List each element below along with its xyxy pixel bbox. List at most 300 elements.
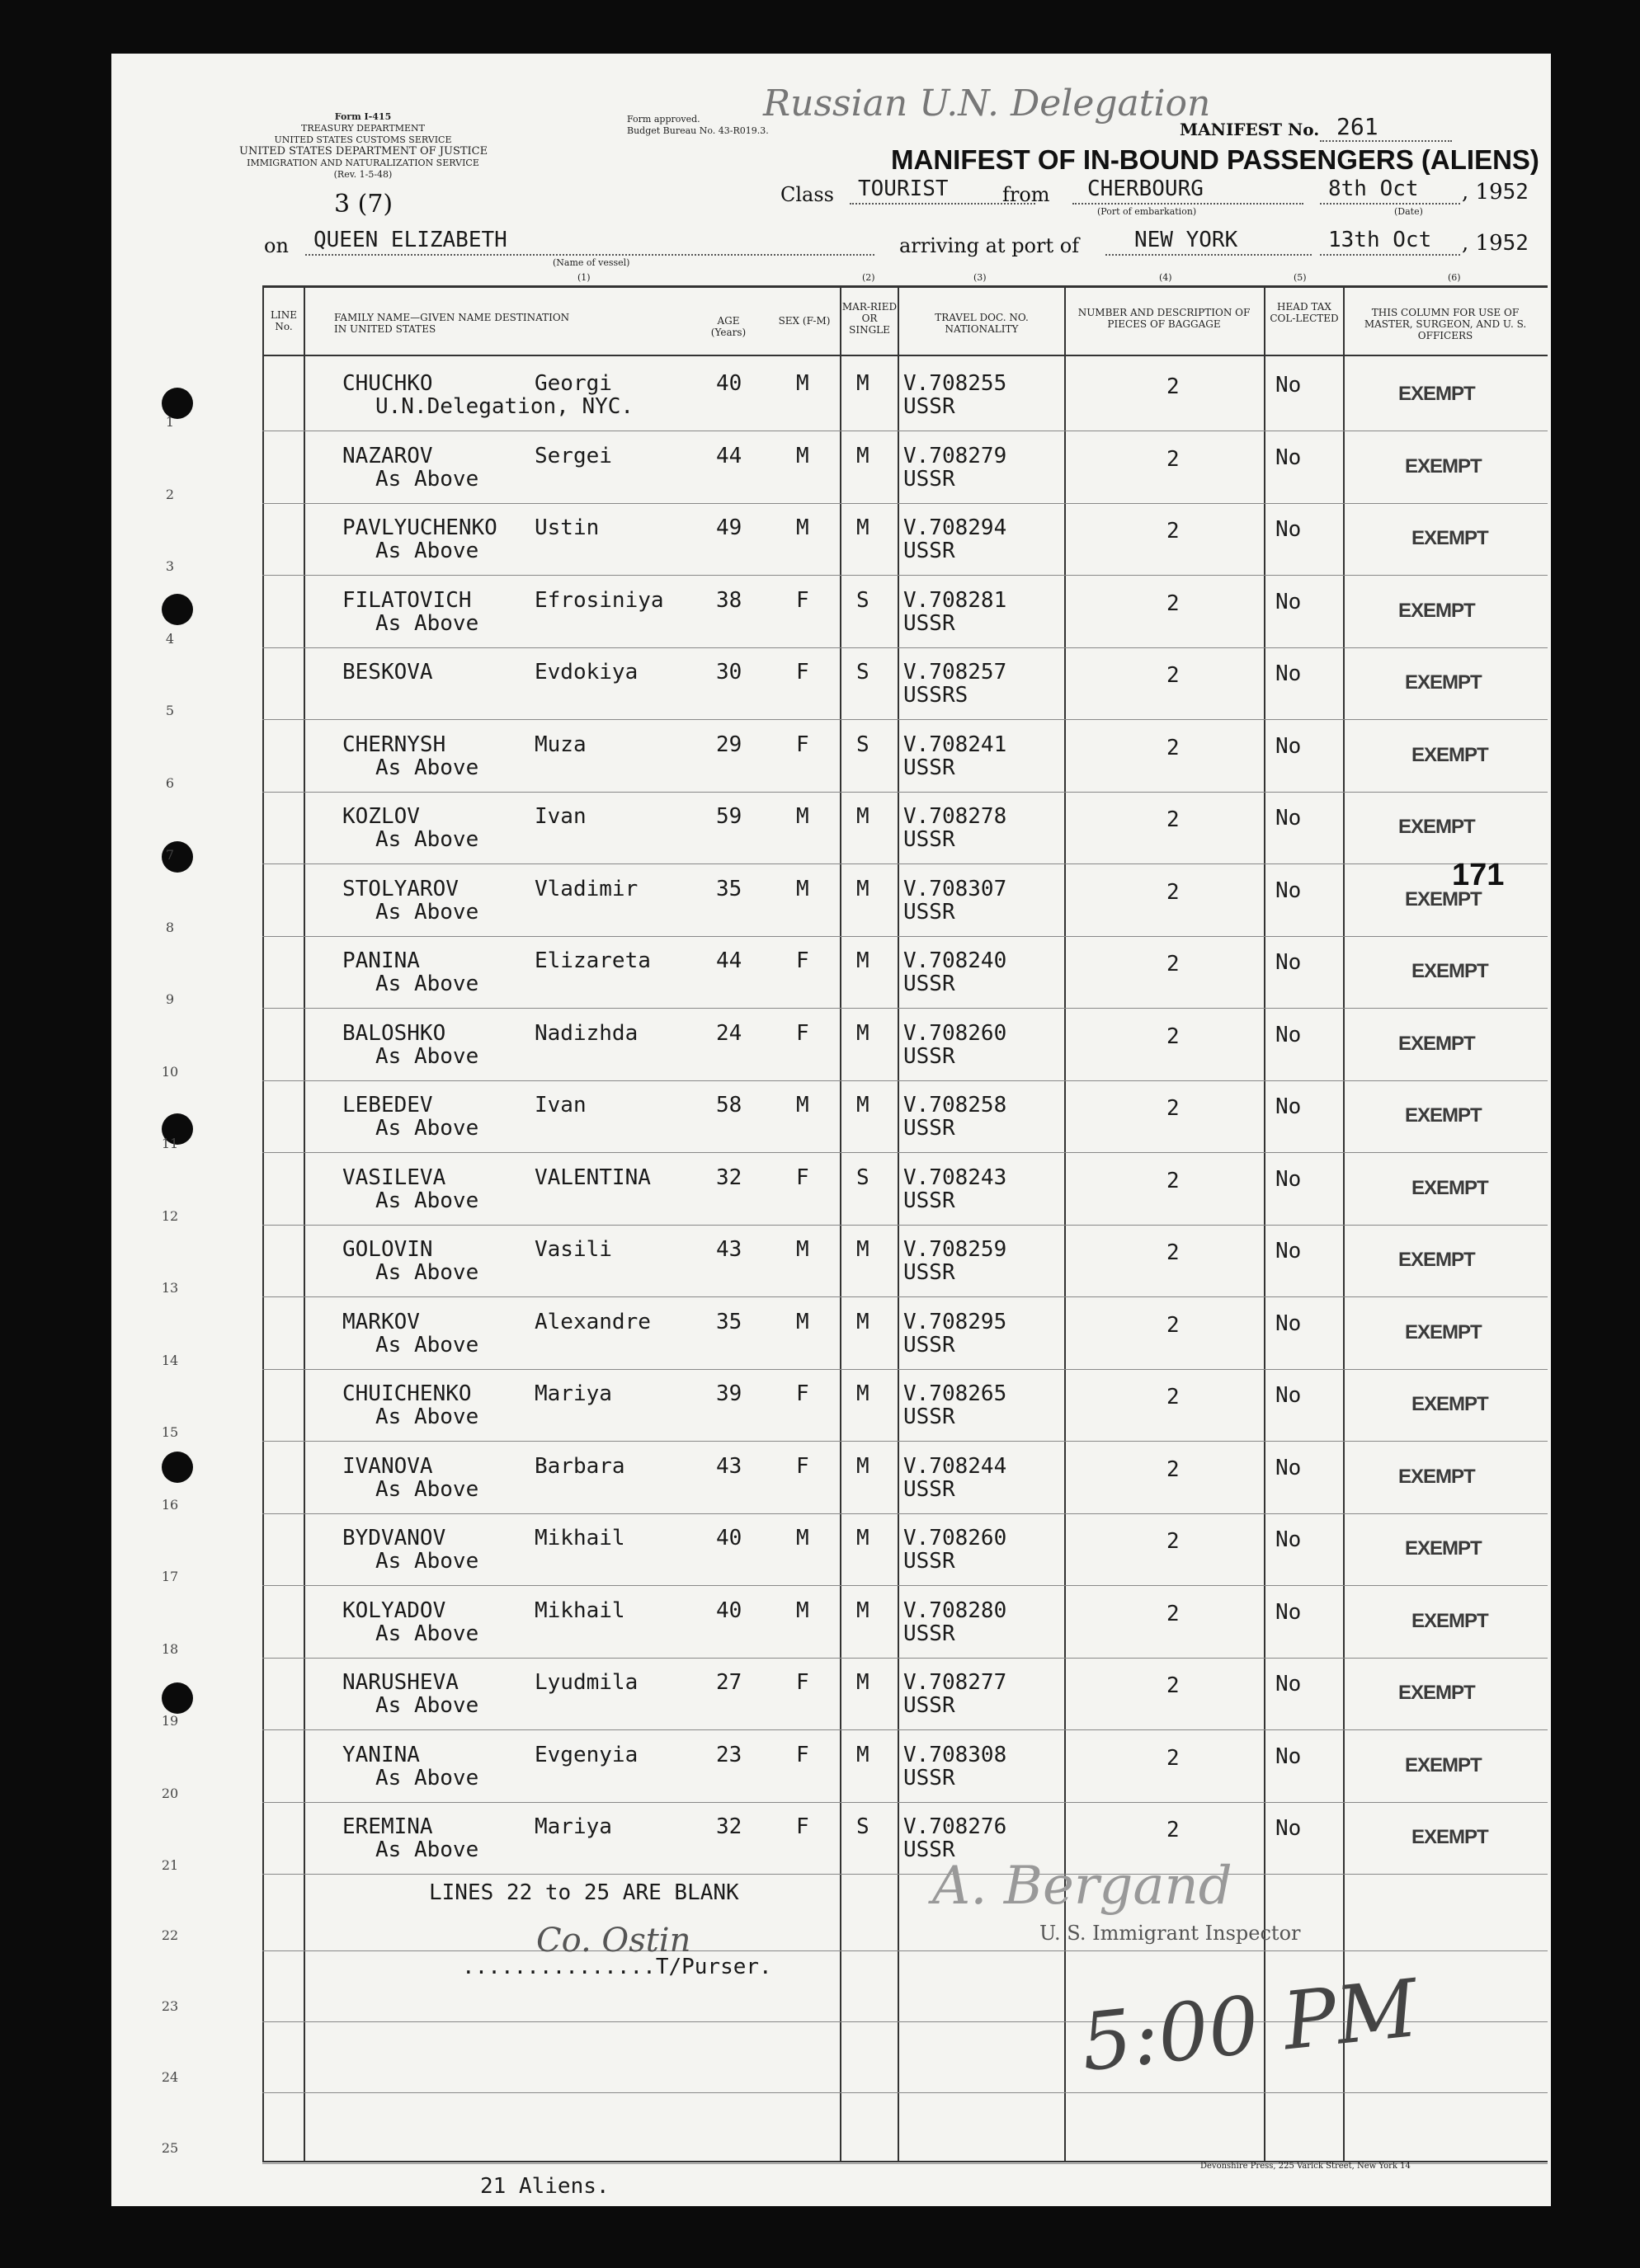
sex: F bbox=[796, 660, 809, 685]
line-number: 18 bbox=[161, 1641, 179, 1657]
customs-service: UNITED STATES CUSTOMS SERVICE bbox=[274, 134, 452, 145]
head-tax: No bbox=[1275, 950, 1302, 975]
sex: M bbox=[796, 444, 809, 468]
col-header-officers: THIS COLUMN FOR USE OF MASTER, SURGEON, AND U. S. OFFICERS bbox=[1364, 307, 1527, 341]
age: 35 bbox=[716, 1310, 742, 1334]
departure-year bbox=[1462, 180, 1529, 205]
sex: F bbox=[796, 732, 809, 757]
departure-date: 8th Oct bbox=[1328, 176, 1419, 201]
family-name: CHUICHENKO bbox=[342, 1381, 472, 1406]
marital-status: M bbox=[856, 804, 869, 829]
line-number: 15 bbox=[161, 1424, 179, 1440]
year-prefix: , 19 bbox=[1462, 180, 1503, 205]
manifest-title: MANIFEST OF IN-BOUND PASSENGERS (ALIENS) bbox=[891, 144, 1539, 175]
side-count: 171 bbox=[1452, 858, 1505, 892]
destination: As Above bbox=[375, 1405, 479, 1429]
col-num: (1) bbox=[577, 272, 591, 283]
nationality: USSR bbox=[903, 827, 955, 852]
destination: As Above bbox=[375, 611, 479, 636]
embark-caption: (Port of embarkation) bbox=[1097, 206, 1197, 217]
sex: M bbox=[796, 1093, 809, 1118]
family-name: VASILEVA bbox=[342, 1165, 446, 1190]
exempt-stamp: EXEMPT bbox=[1405, 888, 1482, 910]
destination: As Above bbox=[375, 1766, 479, 1790]
head-tax: No bbox=[1275, 1456, 1302, 1480]
travel-doc-number: V.708279 bbox=[903, 444, 1007, 468]
age: 29 bbox=[716, 732, 742, 757]
row-divider bbox=[262, 863, 1548, 864]
baggage-count: 2 bbox=[1166, 1024, 1180, 1049]
nationality: USSR bbox=[903, 1116, 955, 1141]
baggage-count: 2 bbox=[1166, 1746, 1180, 1771]
given-name: Efrosiniya bbox=[535, 588, 664, 613]
row-divider bbox=[262, 1585, 1548, 1586]
row-divider bbox=[262, 1008, 1548, 1009]
line-number: 10 bbox=[161, 1064, 179, 1080]
exempt-stamp: EXEMPT bbox=[1405, 1321, 1482, 1343]
head-tax: No bbox=[1275, 878, 1302, 903]
marital-status: M bbox=[856, 371, 869, 396]
marital-status: M bbox=[856, 1093, 869, 1118]
head-tax: No bbox=[1275, 1744, 1302, 1769]
marital-status: M bbox=[856, 1526, 869, 1550]
nationality: USSR bbox=[903, 1621, 955, 1646]
given-name: Muza bbox=[535, 732, 587, 757]
sex: M bbox=[796, 1237, 809, 1262]
given-name: Barbara bbox=[535, 1454, 625, 1479]
baggage-count: 2 bbox=[1166, 736, 1180, 760]
col-header-married: MAR-RIED OR SINGLE bbox=[841, 301, 898, 336]
given-name: Elizareta bbox=[535, 948, 651, 973]
exempt-stamp: EXEMPT bbox=[1411, 960, 1488, 982]
head-tax: No bbox=[1275, 445, 1302, 470]
destination: As Above bbox=[375, 1116, 479, 1141]
col-header-head-tax: HEAD TAX COL-LECTED bbox=[1270, 301, 1339, 324]
printer-imprint: Devonshire Press, 225 Varick Street, New York 14 bbox=[1200, 2162, 1411, 2171]
exempt-stamp: EXEMPT bbox=[1411, 1610, 1488, 1632]
travel-doc-number: V.708258 bbox=[903, 1093, 1007, 1118]
travel-doc-number: V.708257 bbox=[903, 660, 1007, 685]
purser-label: T/Purser. bbox=[655, 1955, 772, 1979]
line-number: 11 bbox=[161, 1136, 179, 1151]
given-name: Sergei bbox=[535, 444, 612, 468]
age: 23 bbox=[716, 1743, 742, 1767]
age: 43 bbox=[716, 1454, 742, 1479]
age: 40 bbox=[716, 1526, 742, 1550]
inspector-signature: A. Bergand bbox=[932, 1856, 1232, 1917]
family-name: CHERNYSH bbox=[342, 732, 446, 757]
destination: As Above bbox=[375, 539, 479, 563]
sex: M bbox=[796, 804, 809, 829]
row-divider bbox=[262, 1513, 1548, 1514]
family-name: LEBEDEV bbox=[342, 1093, 433, 1118]
head-tax: No bbox=[1275, 590, 1302, 614]
sex: M bbox=[796, 371, 809, 396]
marital-status: S bbox=[856, 588, 869, 613]
destination: As Above bbox=[375, 1837, 479, 1862]
travel-doc-number: V.708277 bbox=[903, 1670, 1007, 1695]
age: 44 bbox=[716, 948, 742, 973]
family-name: EREMINA bbox=[342, 1814, 433, 1839]
class-value: TOURIST bbox=[858, 176, 949, 201]
given-name: Evgenyia bbox=[535, 1743, 639, 1767]
year-suffix: 52 bbox=[1502, 231, 1529, 256]
marital-status: M bbox=[856, 1598, 869, 1623]
line-number: 24 bbox=[161, 2069, 179, 2085]
line-number: 2 bbox=[165, 487, 175, 502]
exempt-stamp: EXEMPT bbox=[1411, 527, 1488, 549]
col-header-sex: SEX (F-M) bbox=[778, 315, 831, 327]
head-tax: No bbox=[1275, 1816, 1302, 1841]
marital-status: M bbox=[856, 444, 869, 468]
col-num: (6) bbox=[1448, 272, 1461, 283]
marital-status: M bbox=[856, 948, 869, 973]
baggage-count: 2 bbox=[1166, 663, 1180, 688]
approval-block bbox=[627, 114, 769, 137]
travel-doc-number: V.708278 bbox=[903, 804, 1007, 829]
age: 58 bbox=[716, 1093, 742, 1118]
destination: U.N.Delegation, NYC. bbox=[375, 394, 634, 419]
age: 24 bbox=[716, 1021, 742, 1046]
age: 38 bbox=[716, 588, 742, 613]
purser-line bbox=[462, 1955, 772, 1979]
nationality: USSR bbox=[903, 1260, 955, 1285]
row-divider bbox=[262, 647, 1548, 648]
head-tax: No bbox=[1275, 1167, 1302, 1192]
given-name: Alexandre bbox=[535, 1310, 651, 1334]
row-divider bbox=[262, 1225, 1548, 1226]
nationality: USSR bbox=[903, 1549, 955, 1574]
family-name: PAVLYUCHENKO bbox=[342, 515, 497, 540]
given-name: Mariya bbox=[535, 1381, 612, 1406]
baggage-count: 2 bbox=[1166, 1818, 1180, 1842]
family-name: BALOSHKO bbox=[342, 1021, 446, 1046]
sex: F bbox=[796, 1021, 809, 1046]
sex: F bbox=[796, 1454, 809, 1479]
aliens-total: 21 Aliens. bbox=[480, 2174, 610, 2199]
destination: As Above bbox=[375, 1260, 479, 1285]
destination: As Above bbox=[375, 1693, 479, 1718]
travel-doc-number: V.708308 bbox=[903, 1743, 1007, 1767]
destination: As Above bbox=[375, 900, 479, 925]
row-divider bbox=[262, 1802, 1548, 1803]
sex: M bbox=[796, 877, 809, 901]
line-number: 4 bbox=[165, 631, 175, 647]
col-header-age: AGE (Years) bbox=[710, 315, 747, 338]
baggage-count: 2 bbox=[1166, 1385, 1180, 1409]
marital-status: S bbox=[856, 732, 869, 757]
nationality: USSR bbox=[903, 394, 955, 419]
family-name: FILATOVICH bbox=[342, 588, 472, 613]
nationality: USSR bbox=[903, 1188, 955, 1213]
line-number: 3 bbox=[165, 558, 175, 574]
exempt-stamp: EXEMPT bbox=[1405, 1537, 1482, 1560]
head-tax: No bbox=[1275, 661, 1302, 686]
col-num: (4) bbox=[1159, 272, 1172, 283]
exempt-stamp: EXEMPT bbox=[1411, 1826, 1488, 1848]
exempt-stamp: EXEMPT bbox=[1405, 1104, 1482, 1127]
travel-doc-number: V.708259 bbox=[903, 1237, 1007, 1262]
exempt-stamp: EXEMPT bbox=[1398, 1033, 1475, 1055]
line-number: 6 bbox=[165, 775, 175, 791]
baggage-count: 2 bbox=[1166, 1673, 1180, 1698]
marital-status: S bbox=[856, 1165, 869, 1190]
head-tax: No bbox=[1275, 1383, 1302, 1408]
head-tax: No bbox=[1275, 1600, 1302, 1625]
row-divider bbox=[262, 936, 1548, 937]
sex: F bbox=[796, 1814, 809, 1839]
travel-doc-number: V.708243 bbox=[903, 1165, 1007, 1190]
marital-status: M bbox=[856, 1381, 869, 1406]
nationality: USSR bbox=[903, 467, 955, 492]
sex: F bbox=[796, 948, 809, 973]
nationality: USSR bbox=[903, 1766, 955, 1790]
exempt-stamp: EXEMPT bbox=[1398, 816, 1475, 838]
travel-doc-number: V.708281 bbox=[903, 588, 1007, 613]
head-tax: No bbox=[1275, 734, 1302, 759]
line-number: 5 bbox=[165, 703, 175, 718]
line-number: 23 bbox=[161, 1998, 179, 2014]
row-divider bbox=[262, 1729, 1548, 1730]
row-divider bbox=[262, 1658, 1548, 1659]
from-label: from bbox=[1002, 183, 1050, 206]
travel-doc-number: V.708241 bbox=[903, 732, 1007, 757]
marital-status: S bbox=[856, 660, 869, 685]
exempt-stamp: EXEMPT bbox=[1398, 1249, 1475, 1271]
line-number: 1 bbox=[165, 414, 175, 430]
travel-doc-number: V.708280 bbox=[903, 1598, 1007, 1623]
destination: As Above bbox=[375, 755, 479, 780]
travel-doc-number: V.708240 bbox=[903, 948, 1007, 973]
marital-status: M bbox=[856, 1670, 869, 1695]
nationality: USSR bbox=[903, 1405, 955, 1429]
line-number: 21 bbox=[161, 1857, 179, 1873]
head-tax: No bbox=[1275, 373, 1302, 398]
marital-status: M bbox=[856, 515, 869, 540]
handwritten-delegation-note: Russian U.N. Delegation bbox=[763, 82, 1211, 125]
baggage-count: 2 bbox=[1166, 374, 1180, 399]
head-tax: No bbox=[1275, 1672, 1302, 1696]
age: 44 bbox=[716, 444, 742, 468]
baggage-count: 2 bbox=[1166, 447, 1180, 472]
vessel-name: QUEEN ELIZABETH bbox=[313, 228, 507, 252]
line-number: 12 bbox=[161, 1208, 179, 1224]
age: 43 bbox=[716, 1237, 742, 1262]
baggage-count: 2 bbox=[1166, 880, 1180, 905]
head-tax: No bbox=[1275, 1311, 1302, 1336]
year-suffix: 52 bbox=[1502, 180, 1529, 205]
nationality: USSR bbox=[903, 755, 955, 780]
family-name: BYDVANOV bbox=[342, 1526, 446, 1550]
justice-dept: UNITED STATES DEPARTMENT OF JUSTICE bbox=[239, 145, 488, 158]
purser-dots: ............... bbox=[462, 1955, 656, 1979]
age: 32 bbox=[716, 1165, 742, 1190]
col-header-line: LINE No. bbox=[271, 309, 297, 332]
sex: M bbox=[796, 515, 809, 540]
exempt-stamp: EXEMPT bbox=[1411, 744, 1488, 766]
arrival-year bbox=[1462, 231, 1529, 256]
travel-doc-number: V.708260 bbox=[903, 1021, 1007, 1046]
col-header-baggage: NUMBER AND DESCRIPTION OF PIECES OF BAGGAGE bbox=[1077, 307, 1251, 330]
blank-lines-note: LINES 22 to 25 ARE BLANK bbox=[429, 1880, 739, 1905]
row-divider bbox=[262, 1152, 1548, 1153]
sex: F bbox=[796, 1670, 809, 1695]
manifest-label: MANIFEST No. bbox=[1180, 120, 1320, 139]
row-divider bbox=[262, 1874, 1548, 1875]
row-divider bbox=[262, 1441, 1548, 1442]
line-number: 14 bbox=[161, 1353, 179, 1368]
row-divider bbox=[262, 2092, 1548, 2093]
line-number: 20 bbox=[161, 1786, 179, 1801]
given-name: Vladimir bbox=[535, 877, 639, 901]
nationality: USSR bbox=[903, 1044, 955, 1069]
age: 39 bbox=[716, 1381, 742, 1406]
travel-doc-number: V.708260 bbox=[903, 1526, 1007, 1550]
travel-doc-number: V.708307 bbox=[903, 877, 1007, 901]
nationality: USSR bbox=[903, 539, 955, 563]
nationality: USSR bbox=[903, 1333, 955, 1358]
family-name: NARUSHEVA bbox=[342, 1670, 459, 1695]
family-name: NAZAROV bbox=[342, 444, 433, 468]
sex: M bbox=[796, 1526, 809, 1550]
nationality: USSR bbox=[903, 1477, 955, 1502]
head-tax: No bbox=[1275, 1094, 1302, 1119]
family-name: STOLYAROV bbox=[342, 877, 459, 901]
destination: As Above bbox=[375, 1549, 479, 1574]
line-number: 17 bbox=[161, 1569, 179, 1584]
exempt-stamp: EXEMPT bbox=[1398, 1682, 1475, 1704]
sex: F bbox=[796, 1743, 809, 1767]
given-name: Ustin bbox=[535, 515, 600, 540]
sex: F bbox=[796, 1165, 809, 1190]
punch-hole bbox=[162, 1682, 193, 1714]
class-label: Class bbox=[780, 183, 834, 206]
baggage-count: 2 bbox=[1166, 807, 1180, 832]
family-name: YANINA bbox=[342, 1743, 420, 1767]
destination: As Above bbox=[375, 827, 479, 852]
family-name: BESKOVA bbox=[342, 660, 433, 685]
baggage-count: 2 bbox=[1166, 1529, 1180, 1554]
given-name: Nadizhda bbox=[535, 1021, 639, 1046]
given-name: VALENTINA bbox=[535, 1165, 651, 1190]
col-num: (3) bbox=[973, 272, 987, 283]
col-num: (2) bbox=[862, 272, 875, 283]
family-name: IVANOVA bbox=[342, 1454, 433, 1479]
given-name: Ivan bbox=[535, 1093, 587, 1118]
baggage-count: 2 bbox=[1166, 1169, 1180, 1193]
exempt-stamp: EXEMPT bbox=[1411, 1393, 1488, 1415]
given-name: Ivan bbox=[535, 804, 587, 829]
given-name: Georgi bbox=[535, 371, 612, 396]
embark-port: CHERBOURG bbox=[1087, 176, 1204, 201]
baggage-count: 2 bbox=[1166, 952, 1180, 976]
line-number: 7 bbox=[165, 847, 175, 863]
arrival-port: NEW YORK bbox=[1134, 228, 1238, 252]
form-number: Form I-415 bbox=[334, 111, 392, 122]
manifest-sheet bbox=[111, 54, 1551, 2206]
head-tax: No bbox=[1275, 1023, 1302, 1047]
marital-status: M bbox=[856, 1237, 869, 1262]
given-name: Mikhail bbox=[535, 1598, 625, 1623]
family-name: CHUCHKO bbox=[342, 371, 433, 396]
destination: As Above bbox=[375, 1333, 479, 1358]
row-divider bbox=[262, 1369, 1548, 1370]
travel-doc-number: V.708295 bbox=[903, 1310, 1007, 1334]
line-number: 19 bbox=[161, 1713, 179, 1729]
family-name: MARKOV bbox=[342, 1310, 420, 1334]
date-caption: (Date) bbox=[1394, 206, 1423, 217]
treasury-dept: TREASURY DEPARTMENT bbox=[301, 123, 425, 134]
exempt-stamp: EXEMPT bbox=[1405, 671, 1482, 694]
row-divider bbox=[262, 1950, 1548, 1951]
given-name: Mariya bbox=[535, 1814, 612, 1839]
family-name: KOZLOV bbox=[342, 804, 420, 829]
travel-doc-number: V.708276 bbox=[903, 1814, 1007, 1839]
head-tax: No bbox=[1275, 517, 1302, 542]
baggage-count: 2 bbox=[1166, 1602, 1180, 1626]
head-tax: No bbox=[1275, 1239, 1302, 1263]
year-prefix: , 19 bbox=[1462, 231, 1503, 256]
line-number: 8 bbox=[165, 920, 175, 935]
baggage-count: 2 bbox=[1166, 1240, 1180, 1265]
form-approved: Form approved. bbox=[627, 114, 700, 125]
manifest-number: 261 bbox=[1336, 113, 1378, 140]
baggage-count: 2 bbox=[1166, 519, 1180, 543]
family-name: PANINA bbox=[342, 948, 420, 973]
baggage-count: 2 bbox=[1166, 1457, 1180, 1482]
age: 40 bbox=[716, 371, 742, 396]
row-divider bbox=[262, 575, 1548, 576]
destination: As Above bbox=[375, 1188, 479, 1213]
destination: As Above bbox=[375, 1477, 479, 1502]
punch-hole bbox=[162, 594, 193, 625]
time-note: 5:00 PM bbox=[1077, 1961, 1422, 2090]
nationality: USSR bbox=[903, 900, 955, 925]
destination: As Above bbox=[375, 467, 479, 492]
travel-doc-number: V.708244 bbox=[903, 1454, 1007, 1479]
travel-doc-number: V.708255 bbox=[903, 371, 1007, 396]
age: 27 bbox=[716, 1670, 742, 1695]
destination: As Above bbox=[375, 972, 479, 996]
marital-status: S bbox=[856, 1814, 869, 1839]
age: 35 bbox=[716, 877, 742, 901]
nationality: USSR bbox=[903, 1693, 955, 1718]
inspector-label: U. S. Immigrant Inspector bbox=[1039, 1922, 1301, 1945]
row-divider bbox=[262, 792, 1548, 793]
head-tax: No bbox=[1275, 1527, 1302, 1552]
col-header-travel-doc: TRAVEL DOC. NO. NATIONALITY bbox=[935, 312, 1029, 335]
nationality: USSRS bbox=[903, 683, 968, 708]
given-name: Lyudmila bbox=[535, 1670, 639, 1695]
arriving-label: arriving at port of bbox=[899, 234, 1080, 257]
marital-status: M bbox=[856, 1310, 869, 1334]
form-number-block bbox=[239, 111, 487, 181]
age: 32 bbox=[716, 1814, 742, 1839]
row-divider bbox=[262, 719, 1548, 720]
travel-doc-number: V.708265 bbox=[903, 1381, 1007, 1406]
line-number: 22 bbox=[161, 1927, 179, 1943]
family-name: KOLYADOV bbox=[342, 1598, 446, 1623]
head-tax: No bbox=[1275, 806, 1302, 831]
given-name: Evdokiya bbox=[535, 660, 639, 685]
row-divider bbox=[262, 1296, 1548, 1297]
age: 30 bbox=[716, 660, 742, 685]
sex: M bbox=[796, 1598, 809, 1623]
row-divider bbox=[262, 1080, 1548, 1081]
destination: As Above bbox=[375, 1621, 479, 1646]
exempt-stamp: EXEMPT bbox=[1411, 1177, 1488, 1199]
col-header-name: FAMILY NAME—GIVEN NAME DESTINATION IN UNITED STATES bbox=[334, 312, 570, 335]
